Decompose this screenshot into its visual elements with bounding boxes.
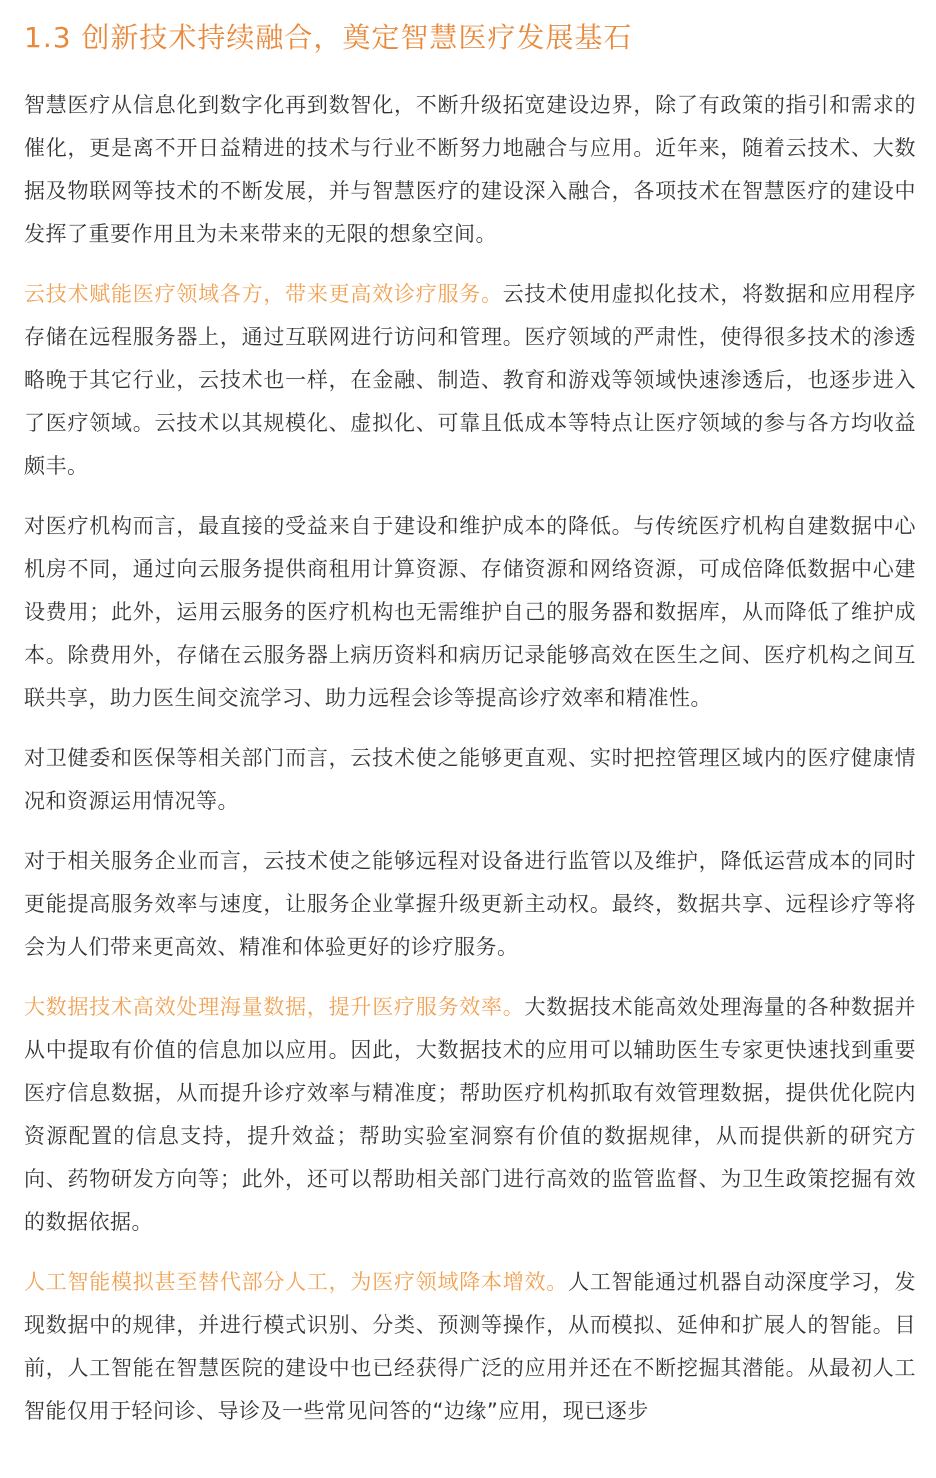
paragraph-body: 人工智能通过机器自动深度学习，发现数据中的规律，并进行模式识别、分类、预测等操作，从而模拟、延伸和扩展人的智能。目前，人工智能在智慧医院的建设中也已经获得广泛的应用并还在不断挖掘其潜能。从最初人工智能仅用于轻问诊、导诊及一些常见问答的“边缘”应用，现已逐步 — [24, 1270, 916, 1423]
paragraph-ai — [24, 1261, 916, 1433]
paragraph-body: 对医疗机构而言，最直接的受益来自于建设和维护成本的降低。与传统医疗机构自建数据中心机房不同，通过向云服务提供商租用计算资源、存储资源和网络资源，可成倍降低数据中心建设费用；此外，运用云服务的医疗机构也无需维护自己的服务器和数据库，从而降低了维护成本。除费用外，存储在云服务器上病历资料和病历记录能够高效在医生之间、医疗机构之间互联共享，助力医生间交流学习、助力远程会诊等提高诊疗效率和精准性。 — [24, 514, 916, 710]
paragraph-body: 对卫健委和医保等相关部门而言，云技术使之能够更直观、实时把控管理区域内的医疗健康情况和资源运用情况等。 — [24, 746, 916, 813]
paragraph-health-departments — [24, 737, 916, 823]
paragraph-lead: 云技术赋能医疗领域各方，带来更高效诊疗服务。 — [24, 282, 503, 306]
paragraph-intro — [24, 84, 916, 256]
paragraph-big-data — [24, 986, 916, 1244]
paragraph-body: 智慧医疗从信息化到数字化再到数智化，不断升级拓宽建设边界，除了有政策的指引和需求的催化，更是离不开日益精进的技术与行业不断努力地融合与应用。近年来，随着云技术、大数据及物联网等技术的不断发展，并与智慧医疗的建设深入融合，各项技术在智慧医疗的建设中发挥了重要作用且为未来带来的无限的想象空间。 — [24, 93, 916, 246]
paragraph-cloud — [24, 273, 916, 488]
section-title: 1.3 创新技术持续融合，奠定智慧医疗发展基石 — [24, 21, 633, 54]
paragraph-body: 对于相关服务企业而言，云技术使之能够远程对设备进行监管以及维护，降低运营成本的同时更能提高服务效率与速度，让服务企业掌握升级更新主动权。最终，数据共享、远程诊疗等将会为人们带来更高效、精准和体验更好的诊疗服务。 — [24, 849, 916, 959]
paragraph-service-enterprises — [24, 840, 916, 969]
paragraph-lead: 人工智能模拟甚至替代部分人工，为医疗领域降本增效。 — [24, 1270, 569, 1294]
paragraph-body: 大数据技术能高效处理海量的各种数据并从中提取有价值的信息加以应用。因此，大数据技术的应用可以辅助医生专家更快速找到重要医疗信息数据，从而提升诊疗效率与精准度；帮助医疗机构抓取有效管理数据，提供优化院内资源配置的信息支持，提升效益；帮助实验室洞察有价值的数据规律，从而提供新的研究方向、药物研发方向等；此外，还可以帮助相关部门进行高效的监管监督、为卫生政策挖掘有效的数据依据。 — [24, 995, 917, 1234]
paragraph-body: 云技术使用虚拟化技术，将数据和应用程序存储在远程服务器上，通过互联网进行访问和管理。医疗领域的严肃性，使得很多技术的渗透略晚于其它行业，云技术也一样，在金融、制造、教育和游戏等领域快速渗透后，也逐步进入了医疗领域。云技术以其规模化、虚拟化、可靠且低成本等特点让医疗领域的参与各方均收益颇丰。 — [24, 282, 917, 478]
paragraph-lead: 大数据技术高效处理海量数据，提升医疗服务效率。 — [24, 995, 525, 1019]
paragraph-medical-institutions — [24, 505, 916, 720]
